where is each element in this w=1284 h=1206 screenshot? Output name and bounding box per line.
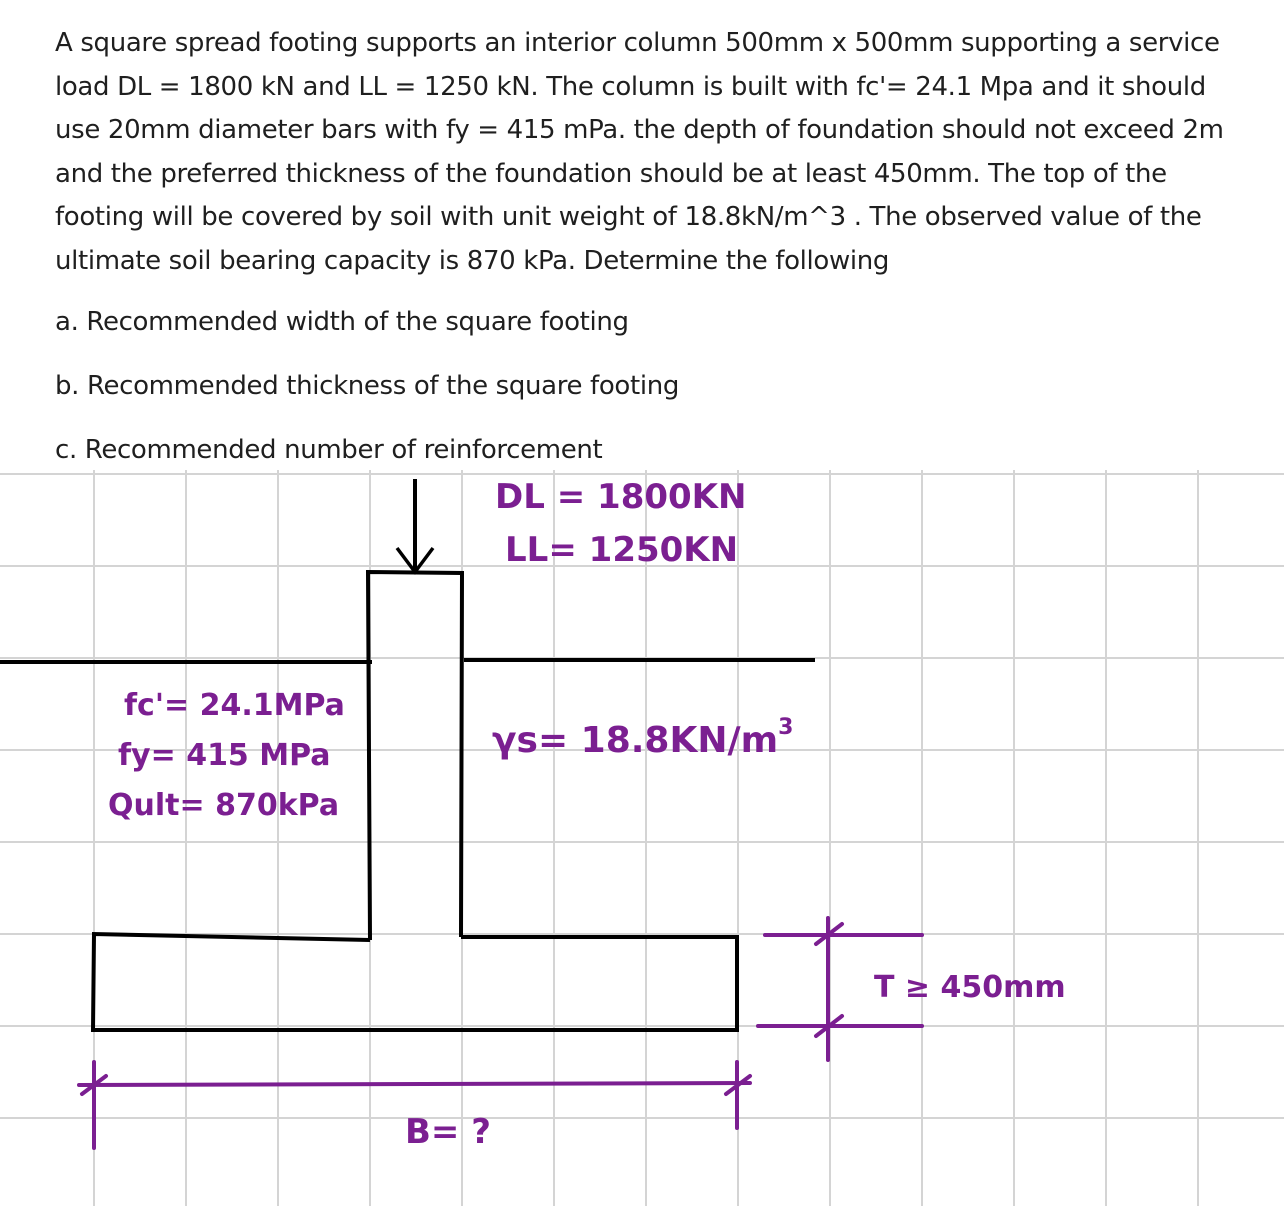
unit-weight-label <box>492 715 793 761</box>
unit-weight-exponent: 3 <box>778 715 794 740</box>
problem-line: load DL = 1800 kN and LL = 1250 kN. The column is built with fc'= 24.1 Mpa and it should <box>55 71 1206 102</box>
problem-line: footing will be covered by soil with unit weight of 18.8kN/m^3 . The observed value of the <box>55 202 1202 233</box>
problem-line: A square spread footing supports an interior column 500mm x 500mm supporting a service <box>55 28 1220 58</box>
fy-label: fy= 415 MPa <box>118 738 331 773</box>
problem-line: and the preferred thickness of the foundation should be at least 450mm. The top of the <box>55 158 1167 189</box>
question-a: a. Recommended width of the square footing <box>55 307 629 337</box>
column-outline <box>368 572 462 940</box>
unit-weight-value: γs= 18.8KN/m <box>492 720 779 761</box>
problem-line: use 20mm diameter bars with fy = 415 mPa. the depth of foundation should not exceed 2m <box>55 115 1224 146</box>
qult-label: Qult= 870kPa <box>108 788 340 823</box>
problem-paragraph <box>55 22 1260 284</box>
fc-label: fc'= 24.1MPa <box>124 688 345 723</box>
footing-outline <box>93 934 737 1030</box>
width-label: B= ? <box>405 1112 491 1152</box>
dimension-lines <box>79 918 922 1148</box>
width-dim-line <box>79 1083 750 1085</box>
question-b: b. Recommended thickness of the square footing <box>55 371 679 401</box>
dead-load-label: DL = 1800KN <box>495 477 747 517</box>
problem-line: ultimate soil bearing capacity is 870 kPa. Determine the following <box>55 245 890 276</box>
thickness-label: T ≥ 450mm <box>874 970 1066 1005</box>
problem-statement <box>0 0 1284 470</box>
live-load-label: LL= 1250KN <box>505 530 739 570</box>
question-c: c. Recommended number of reinforcement <box>55 435 603 465</box>
